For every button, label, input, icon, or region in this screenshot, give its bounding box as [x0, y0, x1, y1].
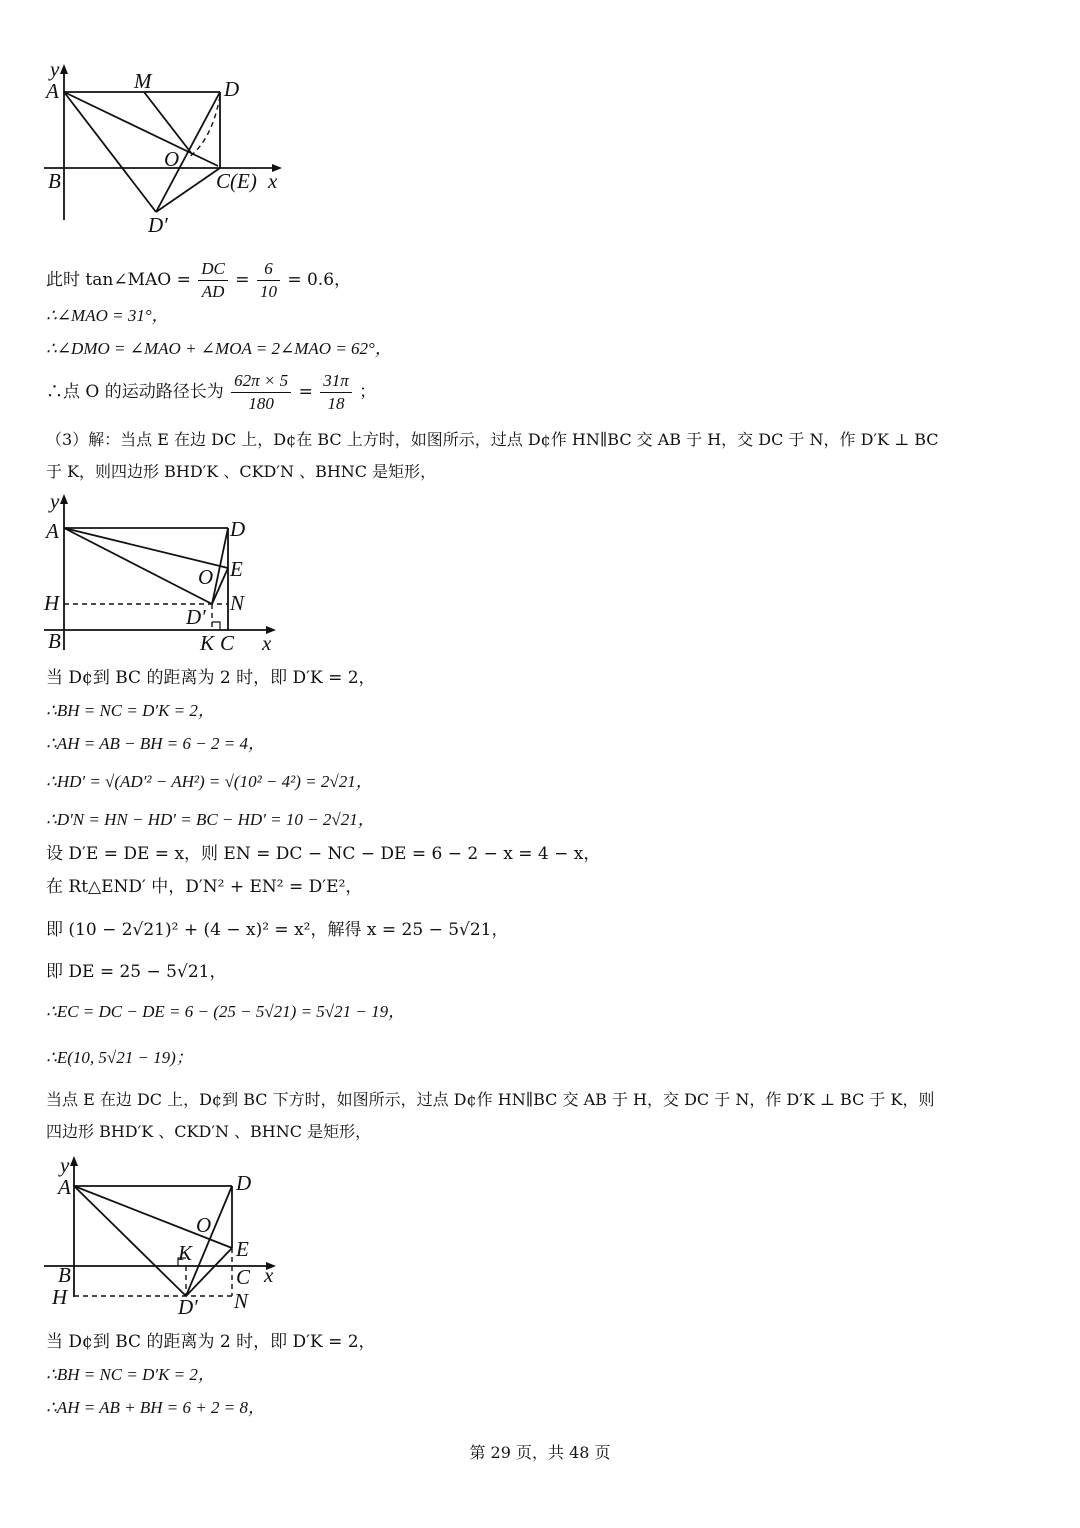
- label-O: O: [198, 565, 214, 589]
- figure-3-diagram: [40, 1152, 290, 1322]
- segment-AD-prime: [74, 1186, 186, 1296]
- label-A: A: [46, 519, 59, 543]
- segment-D-prime-C: [156, 168, 220, 212]
- line-18: 当点 E 在边 DC 上，D¢到 BC 下方时，如图所示，过点 D¢作 HN∥BC 交 AB 于 H，交 DC 于 N，作 D′K ⊥ BC 于 K，则: [46, 1090, 935, 1109]
- line-12: 设 D′E = DE = x，则 EN = DC − NC − DE = 6 − 2 − x = 4 − x，: [46, 844, 601, 864]
- label-D-prime: D′: [148, 213, 168, 237]
- segment-AE: [64, 528, 228, 568]
- line-19: 四边形 BHD′K 、CKD′N 、BHNC 是矩形，: [46, 1122, 372, 1141]
- frac-num: 6: [257, 258, 280, 281]
- tan-result: = 0.6，: [287, 270, 352, 290]
- label-D: D: [230, 517, 246, 541]
- label-E: E: [230, 557, 243, 581]
- line-11: ∴D′N = HN − HD′ = BC − HD′ = 10 − 2√21，: [46, 810, 375, 829]
- label-O: O: [164, 147, 180, 171]
- label-B: B: [48, 629, 61, 653]
- label-C: C: [220, 631, 235, 655]
- line-21: ∴BH = NC = D′K = 2，: [46, 1365, 215, 1384]
- label-y: y: [50, 60, 60, 81]
- line-13: 在 Rt△END′ 中，D′N² + EN² = D′E²，: [46, 877, 363, 897]
- segment-AC: [64, 92, 218, 166]
- label-E: E: [236, 1237, 249, 1261]
- equals: =: [235, 270, 250, 290]
- label-A: A: [46, 79, 59, 103]
- label-H: H: [52, 1285, 68, 1309]
- fraction-dc-ad: [198, 258, 228, 303]
- label-M: M: [134, 69, 152, 93]
- label-N: N: [234, 1289, 249, 1313]
- line-15: 即 DE = 25 − 5√21，: [46, 962, 227, 982]
- label-K: K: [178, 1241, 193, 1265]
- line-6: 于 K，则四边形 BHD′K 、CKD′N 、BHNC 是矩形，: [46, 462, 437, 481]
- right-angle-mark: [212, 622, 220, 630]
- frac-den: AD: [201, 282, 225, 301]
- segment-MO: [144, 92, 192, 154]
- frac-den: 180: [248, 394, 274, 413]
- label-CE: C(E): [216, 169, 257, 193]
- fraction-6-10: [257, 258, 280, 303]
- label-H: H: [44, 591, 60, 615]
- frac-num: DC: [198, 258, 228, 281]
- line-17: ∴E(10, 5√21 − 19)；: [46, 1048, 193, 1067]
- fraction-62pi: [231, 370, 291, 415]
- path-prefix: ∴点 O 的运动路径长为: [46, 382, 224, 402]
- label-x: x: [264, 1263, 274, 1287]
- label-D: D: [224, 77, 240, 101]
- frac-num: 62π × 5: [231, 370, 291, 393]
- segment-D-prime-D: [186, 1186, 232, 1296]
- figure-2-diagram: [40, 490, 290, 660]
- label-C: C: [236, 1265, 251, 1289]
- y-axis-arrow: [60, 64, 68, 74]
- label-B: B: [48, 169, 61, 193]
- page-footer: 第 29 页，共 48 页: [469, 1443, 611, 1462]
- segment-D-prime-E: [186, 1248, 232, 1296]
- label-x: x: [262, 631, 272, 655]
- line-tan: [46, 258, 351, 303]
- label-x: x: [268, 169, 278, 193]
- y-axis-arrow: [60, 494, 68, 504]
- label-D-prime: D′: [178, 1295, 198, 1319]
- tan-prefix: 此时 tan∠MAO =: [46, 270, 191, 290]
- label-y: y: [50, 490, 60, 513]
- line-5: （3）解：当点 E 在边 DC 上，D¢在 BC 上方时，如图所示，过点 D¢作 HN∥BC 交 AB 于 H，交 DC 于 N，作 D′K ⊥ BC: [46, 430, 939, 449]
- line-2: ∴∠MAO = 31°，: [46, 306, 169, 325]
- line-3: ∴∠DMO = ∠MAO + ∠MOA = 2∠MAO = 62°，: [46, 339, 392, 358]
- line-9: ∴AH = AB − BH = 6 − 2 = 4，: [46, 734, 265, 753]
- label-B: B: [58, 1263, 71, 1287]
- line-path-length: [46, 370, 376, 415]
- line-20: 当 D¢到 BC 的距离为 2 时，即 D′K = 2，: [46, 1332, 376, 1352]
- label-N: N: [230, 591, 245, 615]
- fraction-31pi: [320, 370, 352, 415]
- line-14: 即 (10 − 2√21)² + (4 − x)² = x²，解得 x = 25 − 5√21，: [46, 920, 509, 940]
- frac-den: 10: [259, 282, 277, 301]
- line-10: ∴HD′ = √(AD′² − AH²) = √(10² − 4²) = 2√21，: [46, 772, 373, 791]
- figure-2: [40, 490, 290, 660]
- label-D: D: [236, 1171, 252, 1195]
- path-suffix: ；: [359, 382, 377, 402]
- equals: =: [298, 382, 313, 402]
- segment-AD-prime: [64, 92, 156, 212]
- line-22: ∴AH = AB + BH = 6 + 2 = 8，: [46, 1398, 265, 1417]
- segment-D-prime-D: [212, 528, 228, 604]
- figure-1: [40, 60, 300, 240]
- label-O: O: [196, 1213, 212, 1237]
- line-7: 当 D¢到 BC 的距离为 2 时，即 D′K = 2，: [46, 668, 376, 688]
- segment-AD-prime: [64, 528, 212, 604]
- figure-3: [40, 1152, 290, 1322]
- label-D-prime: D′: [186, 605, 206, 629]
- label-K: K: [200, 631, 215, 655]
- label-A: A: [58, 1175, 71, 1199]
- figure-1-diagram: [40, 60, 300, 240]
- arc-path: [188, 96, 220, 158]
- line-16: ∴EC = DC − DE = 6 − (25 − 5√21) = 5√21 − 19，: [46, 1002, 406, 1021]
- label-y: y: [60, 1153, 70, 1177]
- segment-D-prime-E: [212, 568, 228, 604]
- frac-den: 18: [327, 394, 345, 413]
- frac-num: 31π: [320, 370, 352, 393]
- y-axis-arrow: [70, 1156, 78, 1166]
- line-8: ∴BH = NC = D′K = 2，: [46, 701, 215, 720]
